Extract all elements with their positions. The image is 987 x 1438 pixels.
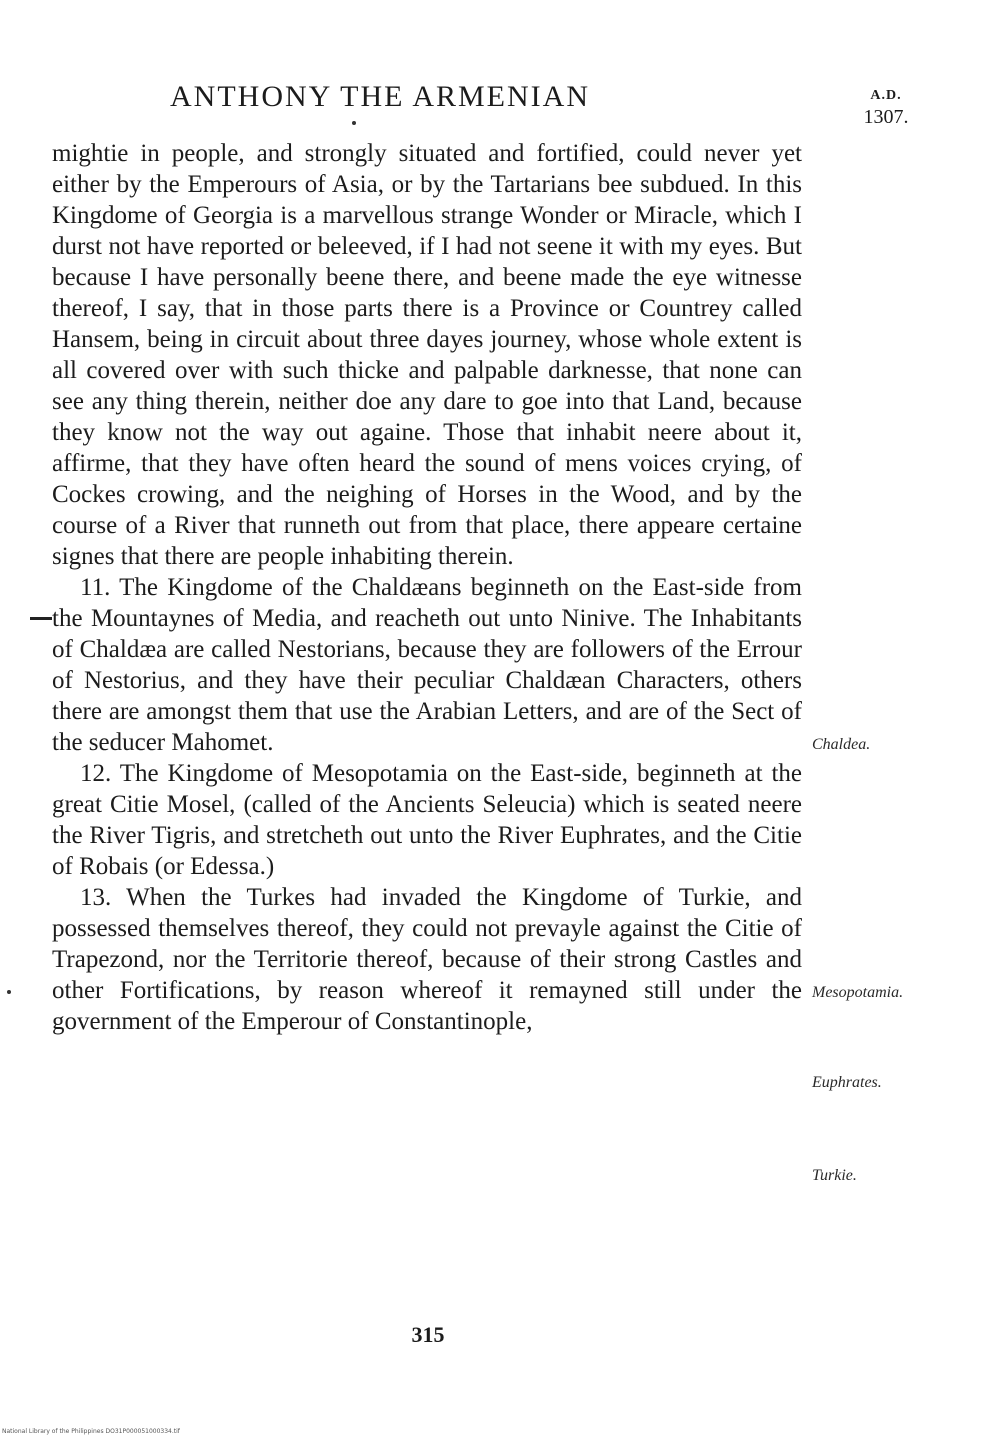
date-era-label: A.D. [870,88,902,103]
margin-note-turkie: Turkie. [812,1167,857,1184]
running-head-title: ANTHONY THE ARMENIAN [170,80,590,113]
paragraph-georgia: mightie in people, and strongly situated and fortified, could never yet either by the Emperours of Asia, or by the Tartarians bee subdued. In this Kingdome of Georgia is a marvellous strange Wonder or Miracle, which I durst not have reported or beleeved, if I had not seene it with my eyes. But because I have personally beene there, and beene made the eye witnesse thereof, I say, that in those parts there is a Province or Countrey called Hansem, being in circuit about three dayes journey, whose whole extent is all covered over with such thicke and palpable darknesse, that none can see any thing therein, neither doe any dare to goe into that Land, because they know not the way out againe. Those that inhabit neere about it, affirme, that they have often heard the sound of mens voices crying, of Cockes crowing, and the neighing of Horses in the Wood, and by the course of a River that runneth out from that place, there appeare certaine signes that there are people inhabiting therein. [52,140,802,570]
page-number: 315 [411,1322,445,1347]
scan-credit: National Library of the Philippines DO31P000051000334.tif [2,1428,180,1435]
date-year: 1307. [863,106,909,128]
margin-date [846,88,926,129]
paragraph-11-chaldea: 11. The Kingdome of the Chaldæans beginneth on the East-side from the Mountaynes of Media, and reacheth out unto Ninive. The Inhabitants of Chaldæa are called Nestorians, because they are followers of the Errour of Nestorius, and they have their peculiar Chaldæan Characters, others there are amongst them that use the Arabian Letters, and are of the Sect of the seducer Mahomet. [52,574,802,756]
print-speck [7,990,11,994]
margin-note-chaldea: Chaldea. [812,736,871,753]
margin-note-euphrates: Euphrates. [812,1074,882,1091]
margin-note-mesopotamia: Mesopotamia. [812,984,904,1001]
paragraph-13-turkie: 13. When the Turkes had invaded the Kingdome of Turkie, and possessed themselves thereof, they could not prevayle against the Citie of Trapezond, nor the Territorie thereof, because of their strong Castles and other Fortifications, by reason whereof it remayned still under the government of the Emperour of Constantinople, [52,884,802,1035]
paragraph-12-mesopotamia: 12. The Kingdome of Mesopotamia on the East-side, beginneth at the great Citie Mosel, (called of the Ancients Seleucia) which is seated neere the River Tigris, and stretcheth out unto the River Euphrates, and the Citie of Robais (or Edessa.) [52,760,802,880]
print-speck [352,121,356,125]
page-body [52,138,802,1037]
margin-dash-mark [30,617,52,620]
